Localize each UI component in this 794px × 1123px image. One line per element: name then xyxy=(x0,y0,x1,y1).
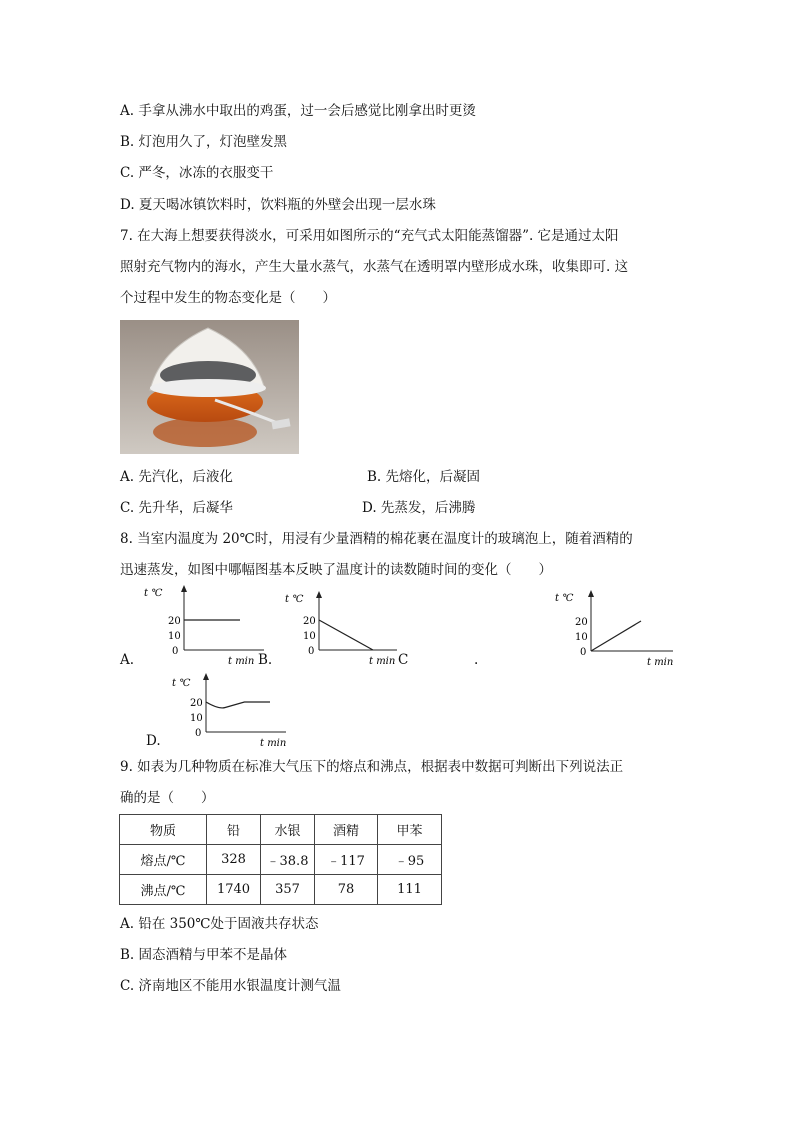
q7-stem-line1: 7. 在大海上想要获得淡水，可采用如图所示的“充气式太阳能蒸馏器”. 它是通过太阳 xyxy=(120,228,619,244)
graph-d-curve xyxy=(206,702,270,708)
graph-a-tick-20: 20 xyxy=(168,616,181,627)
graph-b xyxy=(283,590,403,672)
graph-a-svg xyxy=(140,584,273,668)
table-row xyxy=(120,845,442,875)
table-cell: 沸点/℃ xyxy=(120,875,207,905)
graph-c-x-label: t min xyxy=(647,657,674,667)
q8-stem-line1: 8. 当室内温度为 20℃时，用浸有少量酒精的棉花裹在温度计的玻璃泡上，随着酒精的 xyxy=(120,531,633,547)
graph-c-tick-10: 10 xyxy=(575,632,588,643)
q6-option-a: A. 手拿从沸水中取出的鸡蛋，过一会后感觉比刚拿出时更烫 xyxy=(120,103,476,119)
graph-a-tick-10: 10 xyxy=(168,631,181,642)
table-cell: ﹣38.8 xyxy=(261,845,315,875)
q7-stem-line2: 照射充气物内的海水，产生大量水蒸气，水蒸气在透明罩内壁形成水珠，收集即可. 这 xyxy=(120,259,629,275)
q7-option-d: D. 先蒸发，后沸腾 xyxy=(362,500,476,516)
graph-b-series xyxy=(319,620,373,650)
table-header-cell: 铅 xyxy=(207,815,261,845)
graph-a-tick-0: 0 xyxy=(172,646,179,657)
q7-option-c: C. 先升华，后凝华 xyxy=(120,500,233,516)
graph-b-x-label: t min xyxy=(369,656,396,667)
graph-b-tick-0: 0 xyxy=(308,646,315,657)
table-cell: 熔点/℃ xyxy=(120,845,207,875)
q6-option-d: D. 夏天喝冰镇饮料时，饮料瓶的外壁会出现一层水珠 xyxy=(120,197,436,213)
table-header-cell: 水银 xyxy=(261,815,315,845)
q8-label-c: C xyxy=(398,652,409,668)
graph-a-y-label: t ℃ xyxy=(144,588,163,599)
graph-d-svg xyxy=(170,670,295,748)
q7-option-b: B. 先熔化，后凝固 xyxy=(367,469,481,485)
table-cell: ﹣95 xyxy=(378,845,442,875)
table-cell: 357 xyxy=(261,875,315,905)
graph-d-tick-0: 0 xyxy=(195,728,202,739)
q9-option-c: C. 济南地区不能用水银温度计测气温 xyxy=(120,978,341,994)
table-cell: 111 xyxy=(378,875,442,905)
graph-c-series xyxy=(591,621,641,651)
graph-c-y-arrow xyxy=(588,590,594,597)
q9-stem-line1: 9. 如表为几种物质在标准大气压下的熔点和沸点，根据表中数据可判断出下列说法正 xyxy=(120,759,624,775)
table-header-cell: 酒精 xyxy=(315,815,378,845)
q8-label-a: A. xyxy=(120,652,135,668)
graph-b-tick-10: 10 xyxy=(303,631,316,642)
graph-a-x-label: t min xyxy=(228,656,255,667)
graph-a xyxy=(140,584,273,672)
q7-option-a: A. 先汽化，后液化 xyxy=(120,469,233,485)
graph-b-tick-20: 20 xyxy=(303,616,316,627)
q8-label-d: D. xyxy=(146,733,161,749)
graph-d-y-label: t ℃ xyxy=(172,678,191,689)
graph-b-svg xyxy=(283,590,403,668)
table-cell: 78 xyxy=(315,875,378,905)
q8-stem-line2: 迅速蒸发，如图中哪幅图基本反映了温度计的读数随时间的变化（ ） xyxy=(120,562,552,578)
graph-c-y-label: t ℃ xyxy=(555,593,574,604)
melting-boiling-table xyxy=(119,814,442,905)
graph-d xyxy=(170,670,295,752)
graph-c-tick-0: 0 xyxy=(580,647,587,658)
q8-label-b: B. xyxy=(258,652,273,668)
q9-stem-line2: 确的是（ ） xyxy=(120,790,215,806)
graph-d-y-arrow xyxy=(203,673,209,680)
table-cell: ﹣117 xyxy=(315,845,378,875)
q6-option-b: B. 灯泡用久了，灯泡壁发黑 xyxy=(120,134,288,150)
graph-d-tick-10: 10 xyxy=(190,713,203,724)
table-header-row xyxy=(120,815,442,845)
graph-c-tick-20: 20 xyxy=(575,617,588,628)
graph-b-y-label: t ℃ xyxy=(285,594,304,605)
q9-option-b: B. 固态酒精与甲苯不是晶体 xyxy=(120,947,288,963)
table-header-cell: 甲苯 xyxy=(378,815,442,845)
table-row xyxy=(120,875,442,905)
q9-option-a: A. 铅在 350℃处于固液共存状态 xyxy=(120,916,319,932)
graph-b-y-arrow xyxy=(316,591,322,598)
graph-d-tick-20: 20 xyxy=(190,698,203,709)
graph-d-x-label: t min xyxy=(260,738,287,748)
q8-label-dot: . xyxy=(474,652,479,668)
solar-still-photo xyxy=(120,320,299,454)
graph-c xyxy=(553,589,678,671)
table-cell: 1740 xyxy=(207,875,261,905)
table-header-cell: 物质 xyxy=(120,815,207,845)
graph-a-y-arrow xyxy=(181,585,187,592)
graph-c-svg xyxy=(553,589,678,667)
q7-stem-line3: 个过程中发生的物态变化是（ ） xyxy=(120,290,336,306)
q6-option-c: C. 严冬，冰冻的衣服变干 xyxy=(120,165,274,181)
table-cell: 328 xyxy=(207,845,261,875)
